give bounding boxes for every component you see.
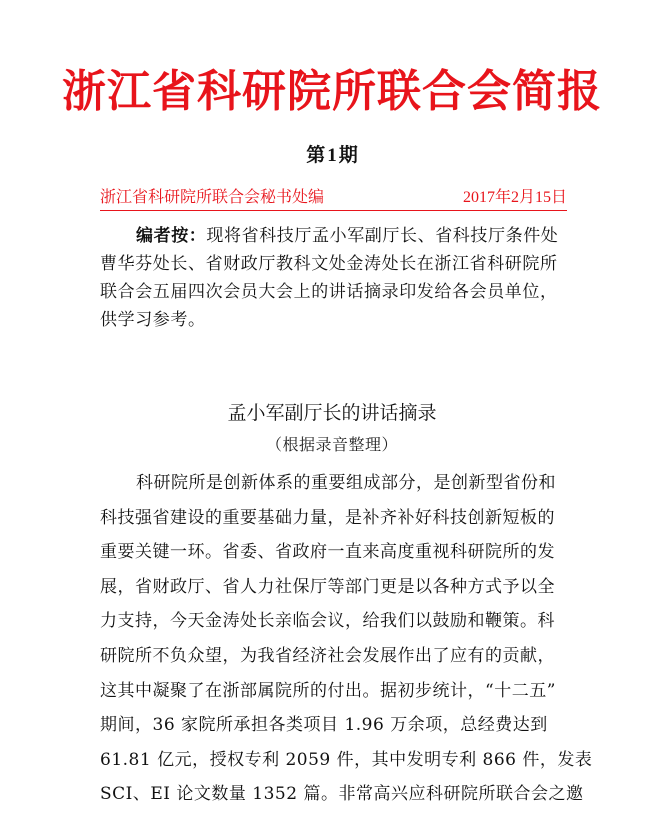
body-line: 展，省财政厅、省人力社保厅等部门更是以各种方式予以全 xyxy=(100,576,555,597)
bulletin-masthead: 浙江省科研院所联合会简报 xyxy=(62,66,602,117)
body-line: 科研院所是创新体系的重要组成部分，是创新型省份和 xyxy=(136,473,556,493)
article-body xyxy=(100,466,593,812)
publish-date: 2017年2月15日 xyxy=(462,189,567,206)
body-line: 重要关键一环。省委、省政府一直来高度重视科研院所的发 xyxy=(100,542,555,563)
body-line: 科技强省建设的重要基础力量，是补齐补好科技创新短板的 xyxy=(100,507,555,528)
editor-note-label: 编者按： xyxy=(136,226,207,246)
editor-note-line: 曹华芬处长、省财政厅教科文处金涛处长在浙江省科研院所 xyxy=(100,254,558,274)
body-line: 研院所不负众望，为我省经济社会发展作出了应有的贡献， xyxy=(100,645,555,666)
editor-note-line: 供学习参考。 xyxy=(100,310,206,330)
publisher-name: 浙江省科研院所联合会秘书处编 xyxy=(100,189,325,206)
body-line: 61.81 亿元，授权专利 2059 件，其中发明专利 866 件，发表 xyxy=(100,749,593,770)
body-line: 期间，36 家院所承担各类项目 1.96 万余项，总经费达到 xyxy=(100,715,548,736)
issue-number xyxy=(0,140,664,171)
editor-note-text: 现将省科技厅孟小军副厅长、省科技厅条件处 xyxy=(206,226,559,246)
article-subtitle: （根据录音整理） xyxy=(265,435,398,454)
editor-note-line xyxy=(100,222,568,250)
issue-number-value: 1 xyxy=(327,145,337,166)
body-line: 这其中凝聚了在浙部属院所的付出。据初步统计，“十二五” xyxy=(100,680,556,701)
editor-note xyxy=(100,222,568,334)
article-title: 孟小军副厅长的讲话摘录 xyxy=(227,402,437,424)
issue-suffix: 期 xyxy=(338,144,358,166)
body-line: 力支持，今天金涛处长亲临会议，给我们以鼓励和鞭策。科 xyxy=(100,611,555,632)
body-line: SCI、EI 论文数量 1352 篇。非常高兴应科研院所联合会之邀 xyxy=(100,784,584,805)
publisher-line xyxy=(100,186,567,211)
issue-prefix: 第 xyxy=(306,144,326,166)
editor-note-line: 联合会五届四次会员大会上的讲话摘录印发给各会员单位， xyxy=(100,282,558,302)
